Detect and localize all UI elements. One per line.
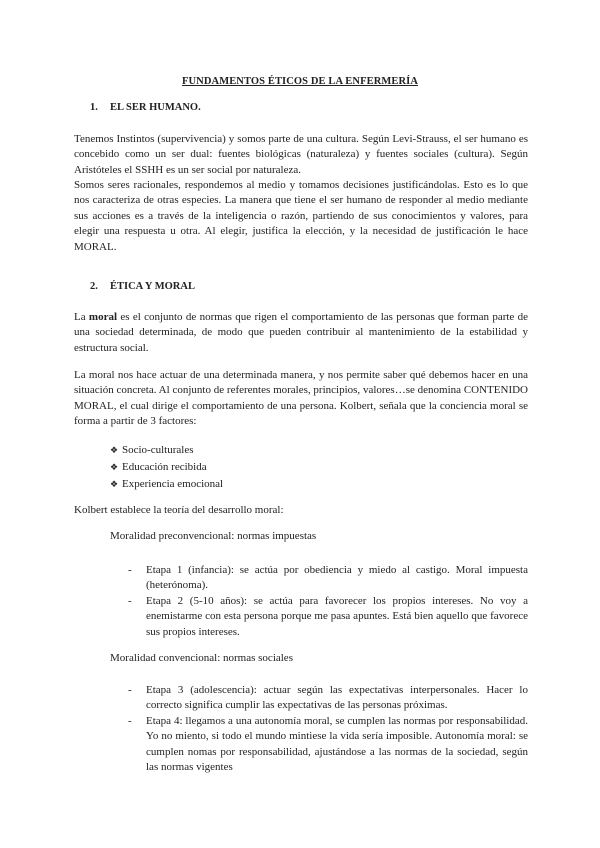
dash-bullet: - [128, 564, 132, 576]
section-2-heading [90, 281, 195, 292]
section-2-paragraph-2: La moral nos hace actuar de una determinada manera, y nos permite saber qué debemos hacer en una situación concreta. Al conjunto de referentes morales, principios, valores…se denomina CONTENIDO MORAL, el cual dirige el comportamiento de una persona. Kolbert, señala que la conciencia moral se forma a partir de 3 factores: [74, 369, 528, 428]
moral-keyword: moral [88, 311, 118, 323]
conventional-stages-list [128, 683, 528, 775]
list-item: - Etapa 4: llegamos a una autonomía moral, se cumplen las normas por responsabilidad. Yo no miento, si todo el mundo mintiese la vida sería imposible. Autonomía moral: se cumplen nomas por responsabilidad, ajustándose a las normas de la sociedad, según las normas vigentes [128, 714, 528, 774]
diamond-bullet-icon: ❖ [110, 445, 119, 455]
diamond-bullet-icon: ❖ [110, 461, 119, 472]
conventional-heading: Moralidad convencional: normas sociales [110, 652, 293, 664]
preconventional-heading: Moralidad preconvencional: normas impuestas [110, 530, 317, 542]
list-item: - Etapa 2 (5-10 años): se actúa para favorecer los propios intereses. No voy a enemistarme con esta persona porque me pasa apuntes. Está bien aquello que favorece sus propios intereses. [128, 594, 528, 638]
dash-bullet: - [128, 684, 132, 696]
dash-bullet: - [128, 714, 132, 727]
section-1-paragraph-1: Tenemos Instintos (supervivencia) y somos parte de una cultura. Según Levi-Strauss, el ser humano es concebido como un ser dual: fuentes biológicas (naturaleza) y fuentes sociales (cultura). Según Aristóteles el SSHH es un ser social por naturaleza. [74, 133, 528, 176]
section-2-paragraph-3: Kolbert establece la teoría del desarrollo moral: [74, 504, 284, 516]
list-item: ❖ Experiencia emocional [110, 476, 223, 493]
section-1-title: EL SER HUMANO. [110, 102, 201, 113]
section-2-paragraph-1 [74, 310, 528, 356]
list-item: ❖ Educación recibida [110, 459, 223, 476]
preconventional-stages-list [128, 563, 528, 640]
section-2-number: 2. [90, 281, 98, 292]
section-1-heading [90, 102, 201, 113]
document-title: FUNDAMENTOS ÉTICOS DE LA ENFERMERÍA [181, 76, 419, 87]
factors-list [110, 442, 223, 492]
section-2-title: ÉTICA Y MORAL [110, 281, 195, 292]
list-item: - Etapa 3 (adolescencia): actuar según las expectativas interpersonales. Hacer lo correcto significa cumplir las expectativas de las personas próximas. [128, 684, 528, 712]
list-item: - Etapa 1 (infancia): se actúa por obediencia y miedo al castigo. Moral impuesta (heterónoma). [128, 564, 528, 592]
moral-intro-text: La [74, 311, 89, 323]
diamond-bullet-icon: ❖ [110, 478, 119, 489]
section-1-number: 1. [90, 102, 98, 113]
section-1-paragraph-2: Somos seres racionales, respondemos al medio y tomamos decisiones justificándolas. Esto es lo que nos caracteriza de otras especies. La manera que tiene el ser humano de responder al medio mediante sus acciones es a través de la inteligencia o razón, partiendo de sus conocimientos y valores, para elegir una respuesta u otra. Al elegir, justifica la elección, y la necesidad de justificación le hace MORAL. [74, 179, 528, 253]
moral-definition-text: es el conjunto de normas que rigen el comportamiento de las personas que forman parte de una sociedad determinada, de modo que pueden contribuir al mantenimiento de la estabilidad y estructura social. [74, 311, 528, 354]
list-item: ❖ Socio-culturales [110, 442, 223, 459]
dash-bullet: - [128, 594, 132, 607]
